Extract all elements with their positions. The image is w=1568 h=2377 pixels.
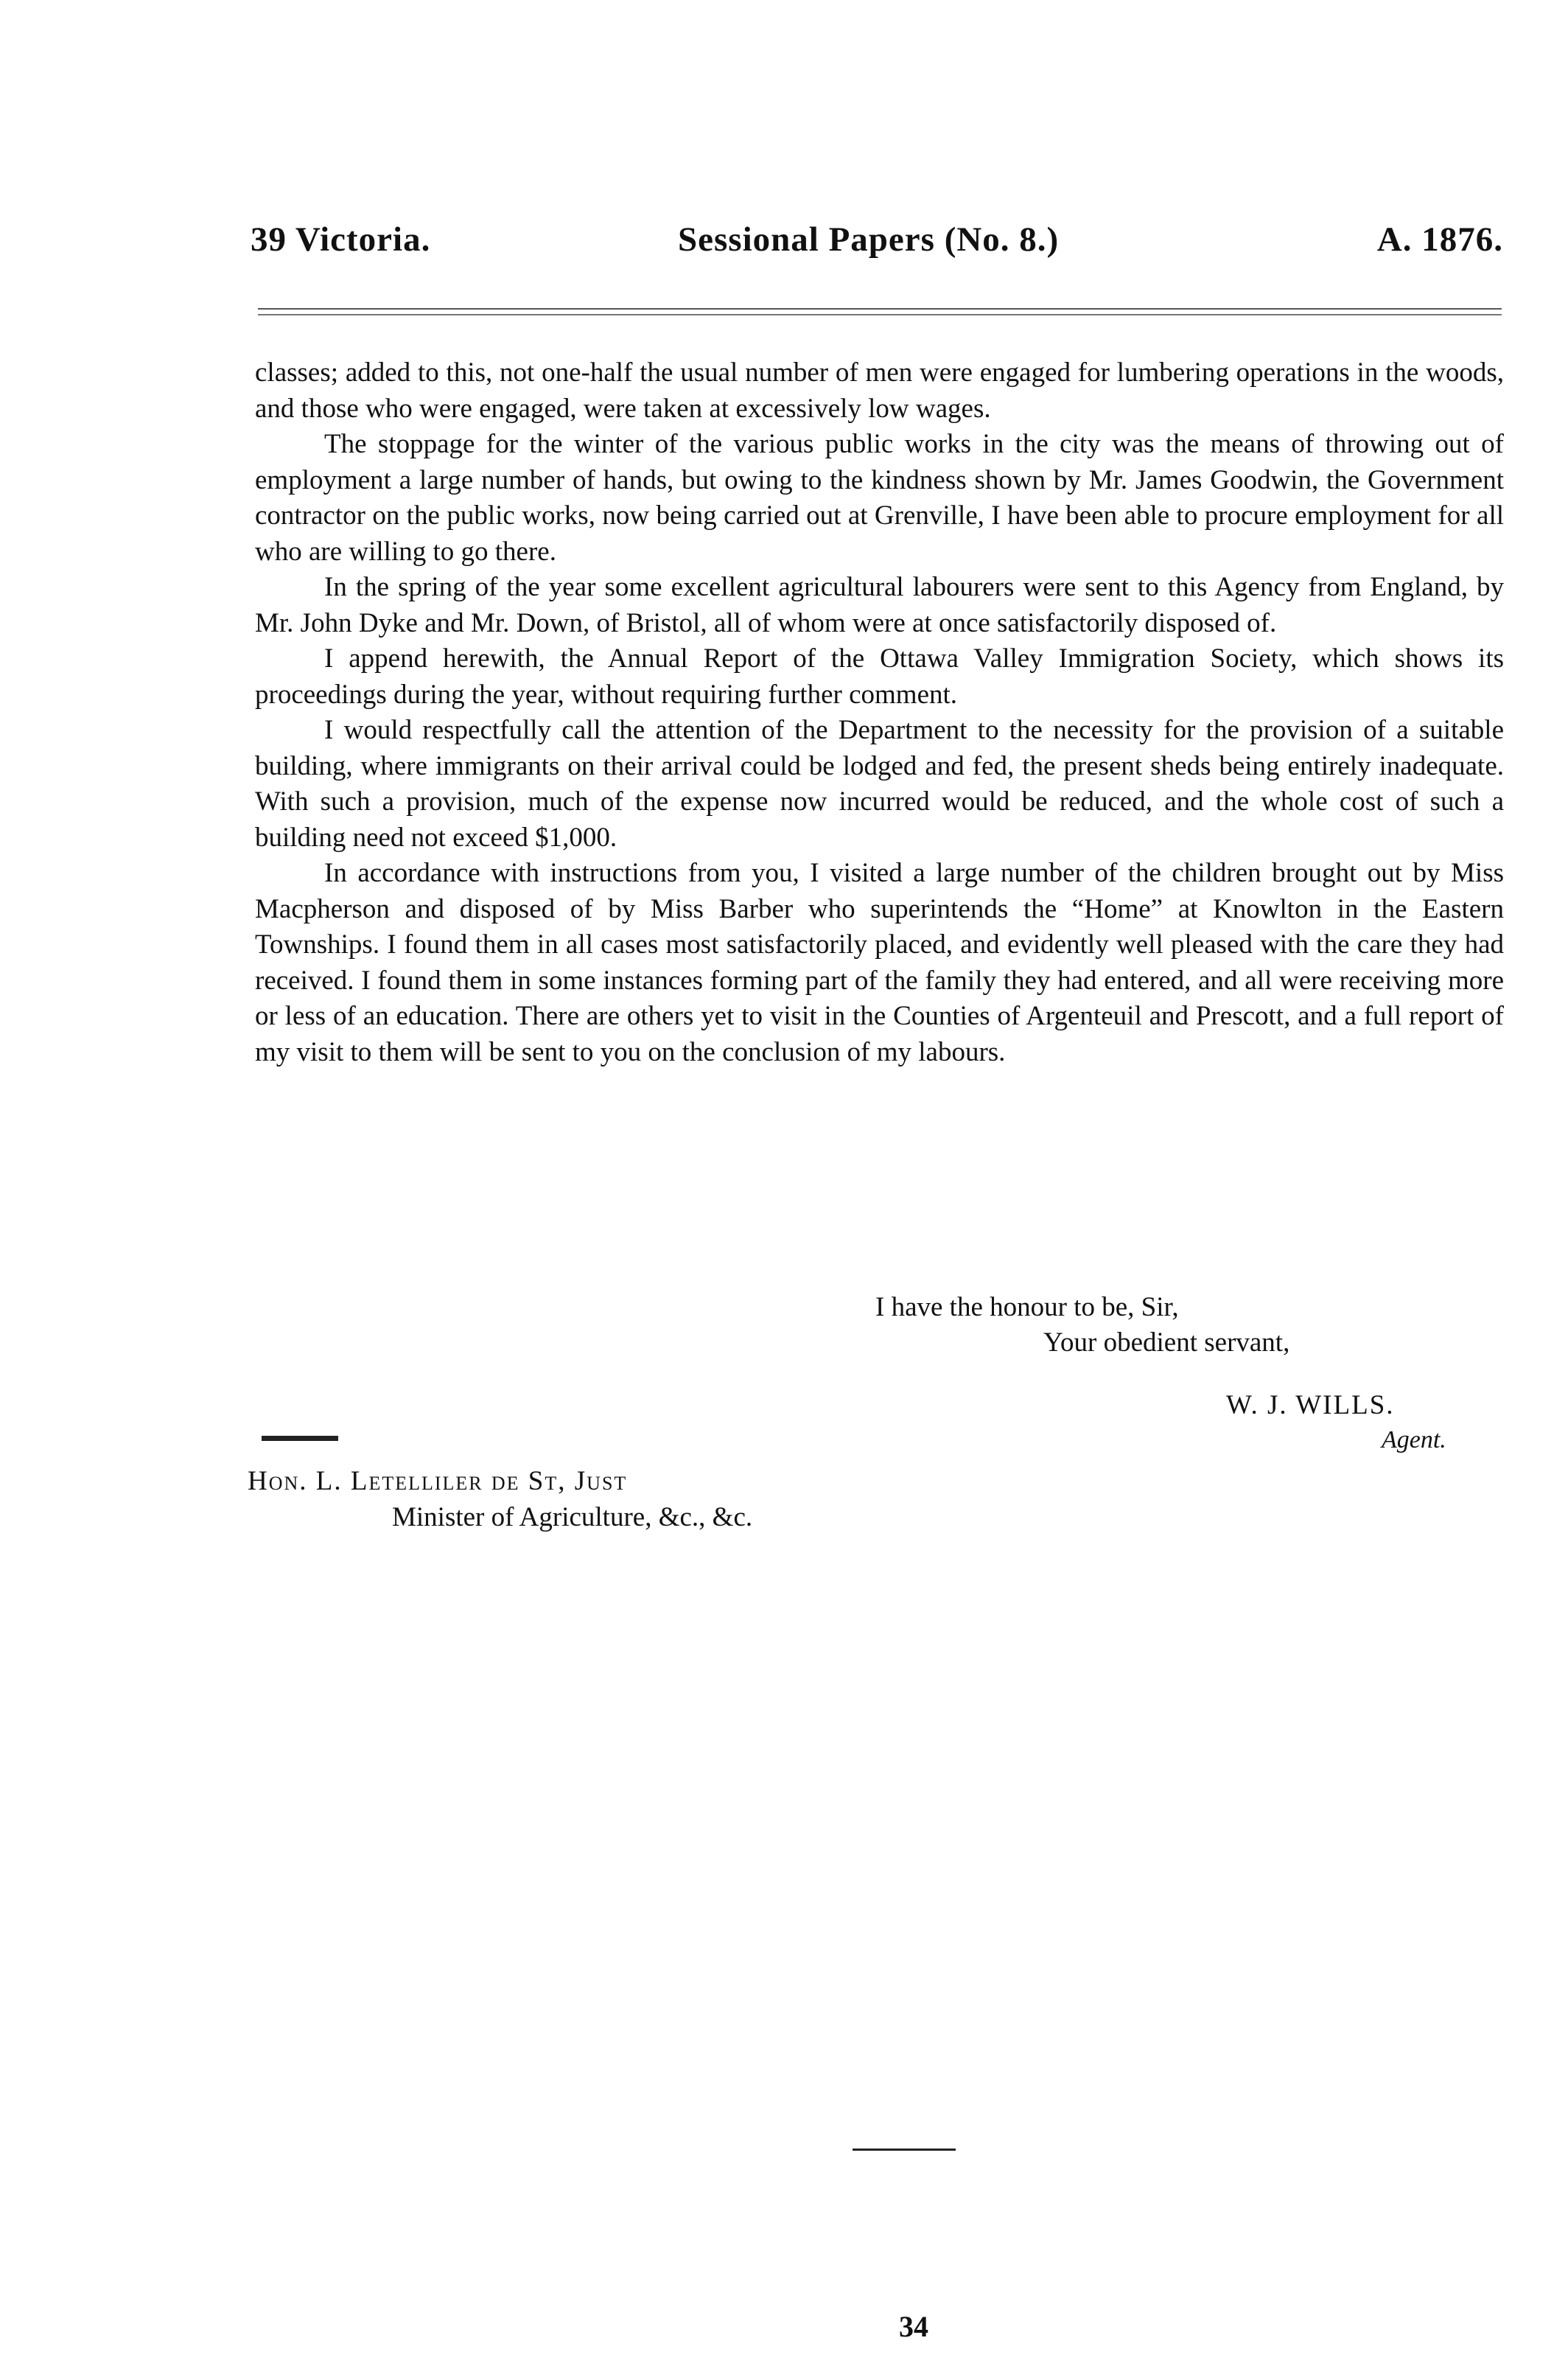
signature-name: W. J. WILLS. <box>1226 1390 1395 1420</box>
header-session: 39 Victoria. <box>251 220 431 259</box>
closing-salutation: I have the honour to be, Sir, <box>875 1292 1179 1322</box>
ink-mark <box>262 1436 338 1441</box>
paragraph-children: In accordance with instructions from you, I visited a large number of the children brought out by Miss Macpherson and disposed of by Miss Barber who superintends the “Home” at Knowlton in the Eastern Townships. I found them in all cases most satisfactorily placed, and evidently well pleased with the care they had received. I found them in some instances forming part of the family they had entered, and all were receiving more or less of an education. There are others yet to visit in the Counties of Argenteuil and Prescott, and a full report of my visit to them will be sent to you on the conclusion of my labours. <box>255 858 1504 1067</box>
header-title: Sessional Papers (No. 8.) <box>678 220 1060 259</box>
paragraph-continuation: classes; added to this, not one-half the usual number of men were engaged for lumbering operations in the woods, and those who were engaged, were taken at excessively low wages. <box>255 357 1504 424</box>
signature-title: Agent. <box>1382 1426 1446 1453</box>
paragraph-public-works: The stoppage for the winter of the various public works in the city was the means of throwing out of employment a large number of hands, but owing to the kindness shown by Mr. James Goodwin, the Government contractor on the public works, now being carried out at Grenville, I have been able to procure employment for all who are willing to go there. <box>255 429 1504 567</box>
closing-servant: Your obedient servant, <box>1043 1327 1290 1358</box>
running-header <box>251 220 1503 271</box>
header-rule-bottom <box>258 314 1502 315</box>
header-rule <box>258 308 1502 317</box>
addressee-office: Minister of Agriculture, &c., &c. <box>392 1502 753 1532</box>
header-rule-top <box>258 308 1502 310</box>
header-year: A. 1876. <box>1376 220 1503 259</box>
addressee-name: Hon. L. Letelliler de St, Just <box>248 1466 628 1496</box>
paragraph-annual-report: I append herewith, the Annual Report of the Ottawa Valley Immigration Society, which shows its proceedings during the year, without requiring further comment. <box>255 643 1504 710</box>
letter-body <box>255 355 1504 1070</box>
end-rule <box>853 2149 956 2151</box>
paragraph-labourers: In the spring of the year some excellent agricultural labourers were sent to this Agency from England, by Mr. John Dyke and Mr. Down, of Bristol, all of whom were at once satisfactorily disposed of. <box>255 572 1504 638</box>
paragraph-building: I would respectfully call the attention of the Department to the necessity for the provision of a suitable building, where immigrants on their arrival could be lodged and fed, the present sheds being entirely inadequate. With such a provision, much of the expense now incurred would be reduced, and the whole cost of such a building need not exceed $1,000. <box>255 715 1504 853</box>
page-number: 34 <box>899 2310 928 2343</box>
